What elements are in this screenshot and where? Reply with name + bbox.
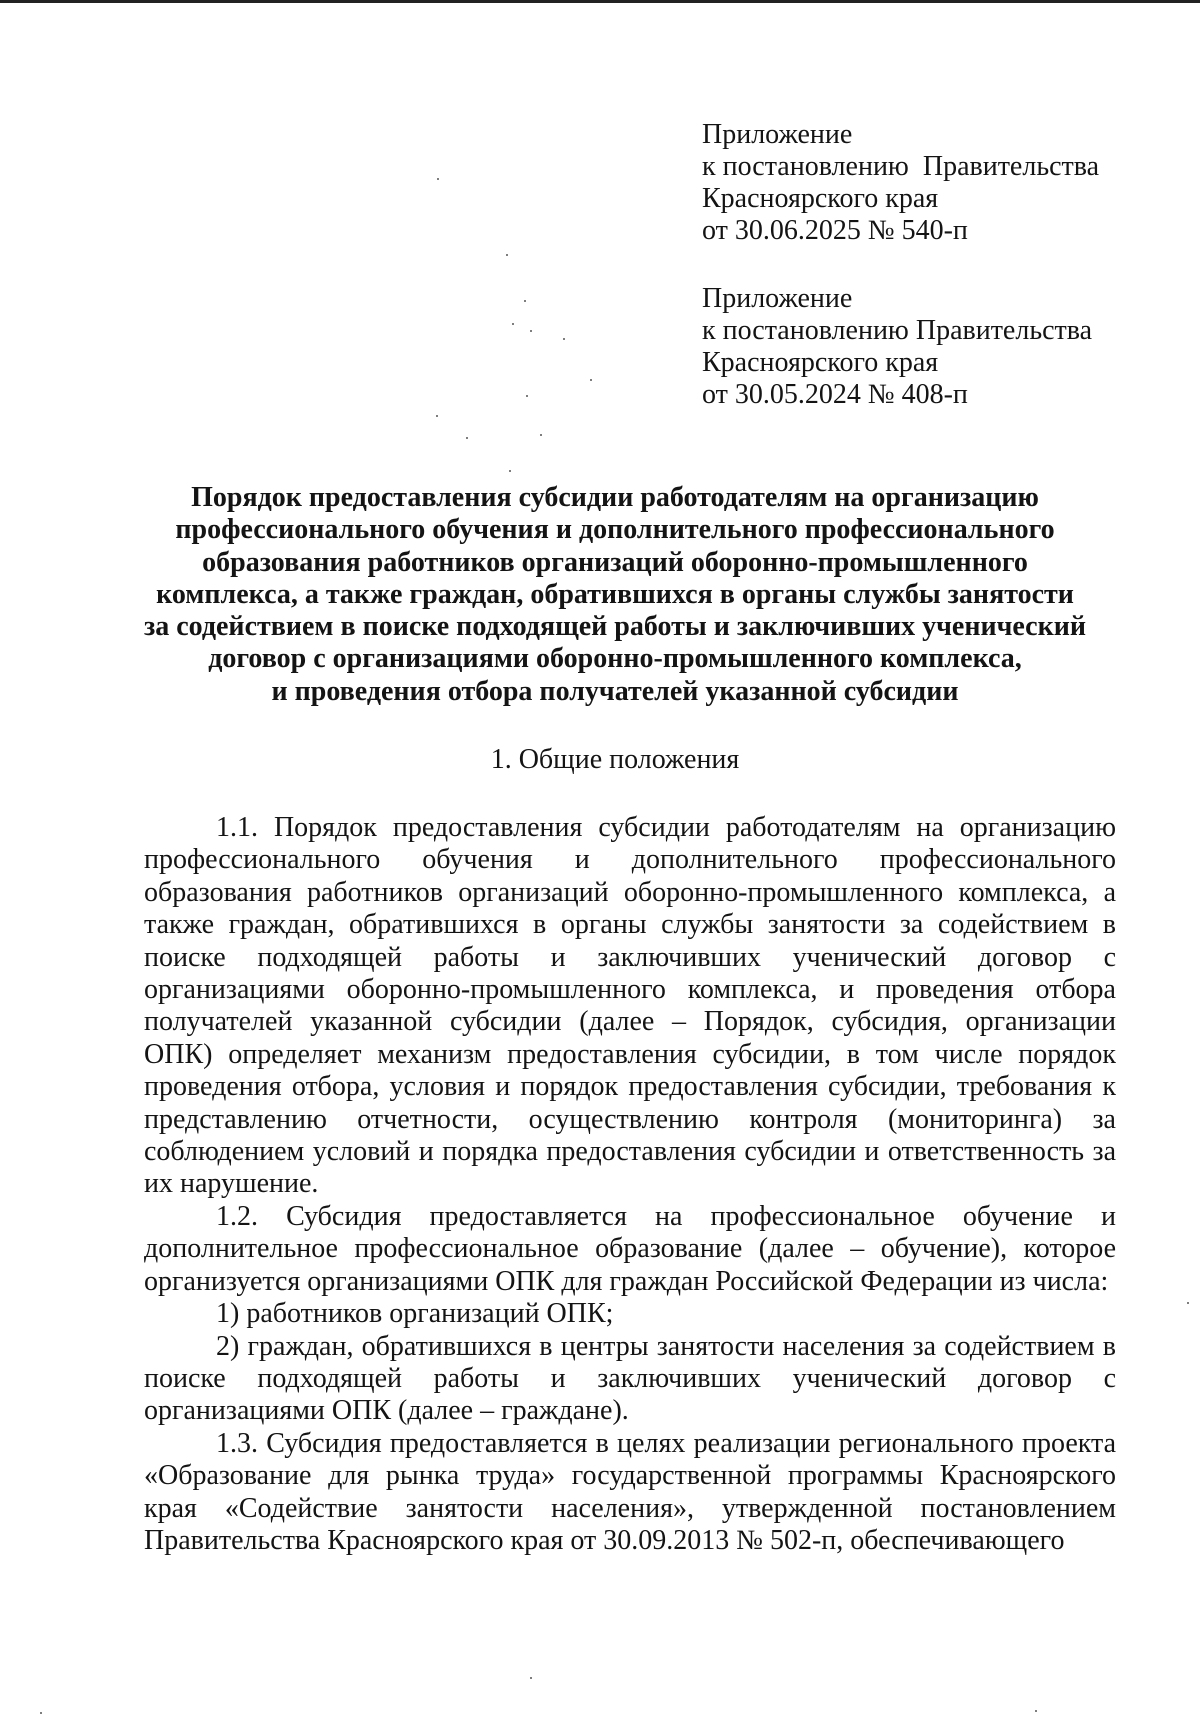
scan-speck bbox=[40, 1712, 42, 1714]
list-item: 2) граждан, обратившихся в центры занятости населения за содействием в поиске подходящей работы и заключивших ученический договор с организациями ОПК (далее – граждане). bbox=[144, 1330, 1116, 1427]
scan-speck bbox=[526, 395, 528, 397]
paragraph: 1.3. Субсидия предоставляется в целях реализации регионального проекта «Образование для рынка труда» государственной программы Красноярского края «Содействие занятости населения», утвержденной постановлением Правительства Красноярского края от 30.09.2013 № 502-п, обеспечивающего bbox=[144, 1427, 1116, 1556]
title-line: договор с организациями оборонно-промышленного комплекса, bbox=[208, 643, 1022, 675]
scan-speck bbox=[509, 470, 511, 472]
section-heading: 1. Общие положения bbox=[490, 744, 740, 775]
appendix-block-previous bbox=[702, 283, 1122, 411]
scan-speck bbox=[466, 437, 468, 439]
scan-top-edge bbox=[0, 0, 1200, 3]
scan-speck bbox=[1035, 1710, 1037, 1712]
scan-speck bbox=[512, 323, 514, 325]
scan-speck bbox=[437, 178, 439, 180]
appendix-line: Приложение bbox=[702, 283, 853, 314]
title-line: комплекса, а также граждан, обратившихся в органы службы занятости bbox=[156, 578, 1074, 610]
appendix-block-current bbox=[702, 119, 1122, 247]
appendix-line: Красноярского края bbox=[702, 183, 939, 214]
title-line: Порядок предоставления субсидии работодателям на организацию bbox=[191, 482, 1039, 513]
appendix-line: от 30.05.2024 № 408-п bbox=[702, 379, 968, 410]
list-item: 1) работников организаций ОПК; bbox=[216, 1298, 614, 1330]
appendix-line: к постановлению Правительства bbox=[702, 151, 1100, 182]
document-title bbox=[120, 482, 1110, 708]
scan-speck bbox=[524, 300, 526, 302]
appendix-line: к постановлению Правительства bbox=[702, 315, 1093, 346]
title-line: профессионального обучения и дополнительного профессионального bbox=[175, 514, 1055, 546]
appendix-line: Красноярского края bbox=[702, 347, 939, 378]
scan-speck bbox=[1187, 1302, 1189, 1304]
scan-speck bbox=[563, 338, 565, 340]
title-line: за содействием в поиске подходящей работы и заключивших ученический bbox=[143, 611, 1087, 643]
scan-speck bbox=[590, 379, 592, 381]
scan-speck bbox=[506, 254, 508, 256]
scan-speck bbox=[540, 434, 542, 436]
title-line: образования работников организаций оборонно-промышленного bbox=[202, 546, 1028, 578]
paragraph: 1.1. Порядок предоставления субсидии работодателям на организацию профессионального обучения и дополнительного профессионального образования работников организаций оборонно-промышленного комплекса, а также граждан, обратившихся в органы службы занятости за содействием в поиске подходящей работы и заключивших ученический договор с организациями оборонно-промышленного комплекса, и проведения отбора получателей указанной субсидии (далее – Порядок, субсидия, организации ОПК) определяет механизм предоставления субсидии, в том числе порядок проведения отбора, условия и порядок предоставления субсидии, требования к представлению отчетности, осуществлению контроля (мониторинга) за соблюдением условий и порядка предоставления субсидии и ответственность за их нарушение. bbox=[144, 812, 1116, 1200]
scan-speck bbox=[530, 330, 532, 332]
title-line: и проведения отбора получателей указанной субсидии bbox=[271, 675, 959, 707]
paragraph: 1.2. Субсидия предоставляется на профессиональное обучение и дополнительное профессиональное образование (далее – обучение), которое организуется организациями ОПК для граждан Российской Федерации из числа: bbox=[144, 1200, 1116, 1297]
appendix-line: от 30.06.2025 № 540-п bbox=[702, 215, 968, 246]
appendix-line: Приложение bbox=[702, 119, 853, 150]
document-body bbox=[144, 812, 1116, 1557]
scan-speck bbox=[530, 1677, 532, 1679]
scan-speck bbox=[436, 415, 438, 417]
